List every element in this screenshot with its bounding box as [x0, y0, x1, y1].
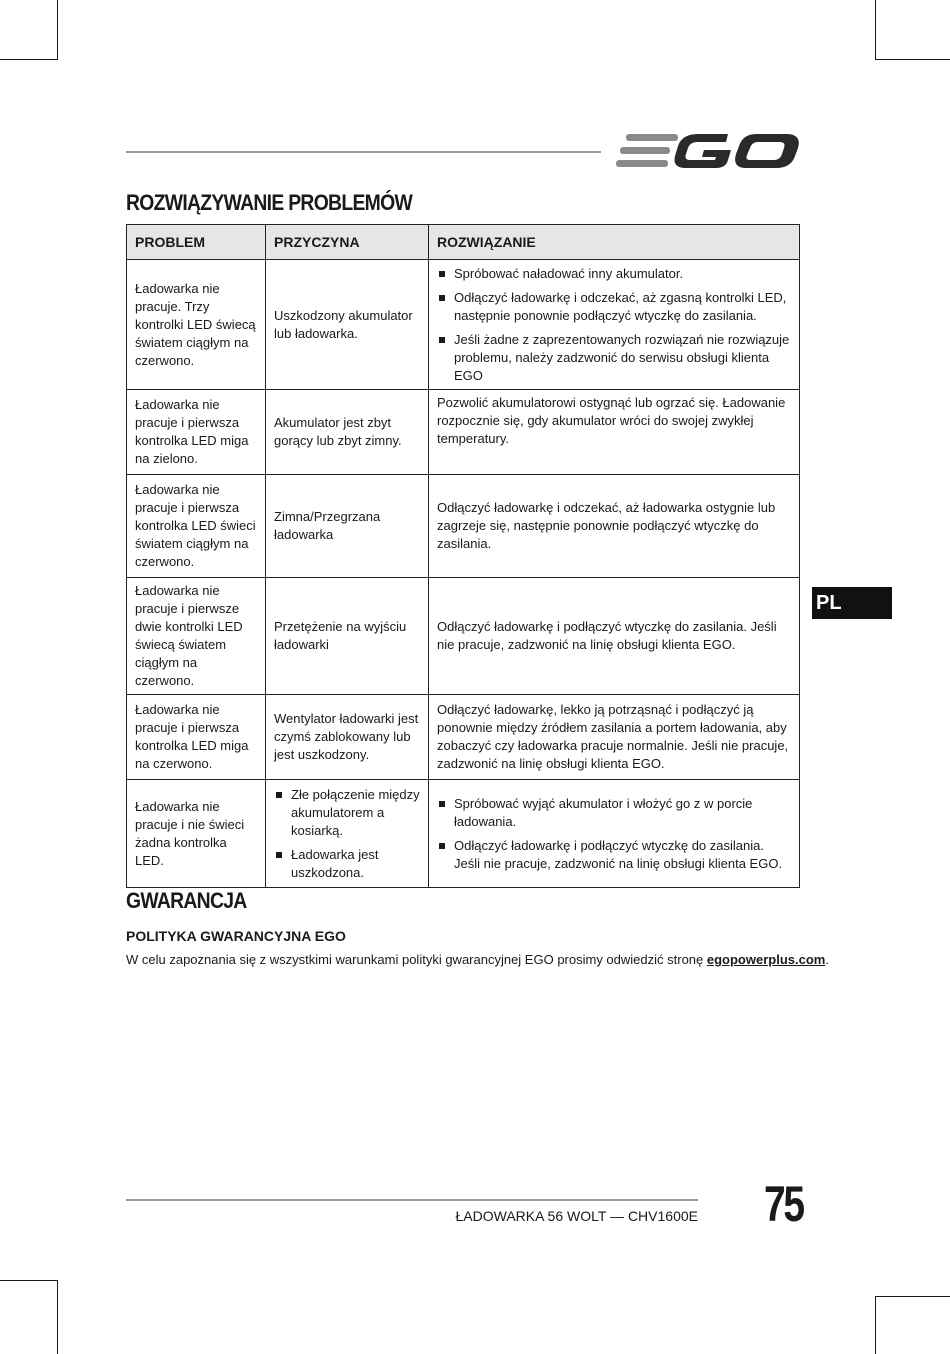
list-item: Złe połączenie między akumulatorem a kosiarką.: [274, 786, 420, 840]
warranty-subtitle: POLITYKA GWARANCYJNA EGO: [126, 928, 346, 944]
footer-product-title: ŁADOWARKA 56 WOLT — CHV1600E: [455, 1208, 698, 1224]
cause-cell: Zimna/Przegrzana ładowarka: [266, 475, 429, 578]
table-header-row: [127, 225, 800, 260]
warranty-title: GWARANCJA: [126, 888, 247, 913]
crop-mark: [875, 1296, 876, 1354]
solution-cell: Odłączyć ładowarkę, lekko ją potrząsnąć i podłączyć ją ponownie między źródłem zasilania a portem ładowania, aby zobaczyć czy ładowarka pracuje normalnie. Jeśli nie pracuje, zadzwonić na linię obsługi klienta EGO.: [429, 695, 800, 780]
cause-list: [274, 786, 420, 882]
solution-cell: Pozwolić akumulatorowi ostygnąć lub ogrzać się. Ładowanie rozpocznie się, gdy akumulator wróci do swojej zwykłej temperatury.: [429, 390, 800, 475]
solution-list: [437, 265, 791, 385]
solution-list: [437, 795, 791, 873]
header-rule: [126, 151, 601, 153]
problem-cell: Ładowarka nie pracuje. Trzy kontrolki LED świecą światem ciągłym na czerwono.: [127, 260, 266, 390]
column-header-solution: ROZWIĄZANIE: [429, 225, 800, 260]
crop-mark: [875, 59, 950, 60]
warranty-paragraph: [126, 952, 829, 967]
crop-mark: [57, 0, 58, 60]
language-tab: PL: [812, 587, 892, 619]
website-link[interactable]: egopowerplus.com: [706, 952, 826, 967]
problem-cell: Ładowarka nie pracuje i pierwsza kontrolka LED miga na czerwono.: [127, 695, 266, 780]
table-row: [127, 578, 800, 695]
solution-cell: Odłączyć ładowarkę i podłączyć wtyczkę do zasilania. Jeśli nie pracuje, zadzwonić na linię obsługi klienta EGO.: [429, 578, 800, 695]
list-item: Spróbować naładować inny akumulator.: [437, 265, 791, 283]
footer-rule: [126, 1199, 698, 1201]
problem-cell: Ładowarka nie pracuje i pierwsze dwie kontrolki LED świecą światem ciągłym na czerwono.: [127, 578, 266, 695]
solution-cell: [429, 260, 800, 390]
troubleshooting-table: [126, 224, 800, 888]
list-item: Ładowarka jest uszkodzona.: [274, 846, 420, 882]
list-item: Odłączyć ładowarkę i podłączyć wtyczkę do zasilania. Jeśli nie pracuje, zadzwonić na linię obsługi klienta EGO.: [437, 837, 791, 873]
column-header-cause: PRZYCZYNA: [266, 225, 429, 260]
table-row: [127, 260, 800, 390]
cause-cell: [266, 780, 429, 888]
solution-cell: [429, 780, 800, 888]
table-row: [127, 390, 800, 475]
crop-mark: [0, 1280, 58, 1281]
table-row: [127, 780, 800, 888]
warranty-text: W celu zapoznania się z wszystkimi warunkami polityki gwarancyjnej EGO prosimy odwiedzić stronę: [126, 952, 707, 967]
list-item: Jeśli żadne z zaprezentowanych rozwiązań nie rozwiązuje problemu, należy zadzwonić do serwisu obsługi klienta EGO: [437, 331, 791, 385]
solution-cell: Odłączyć ładowarkę i odczekać, aż ładowarka ostygnie lub zagrzeje się, następnie ponownie podłączyć wtyczkę do zasilania.: [429, 475, 800, 578]
cause-cell: Wentylator ładowarki jest czymś zablokowany lub jest uszkodzony.: [266, 695, 429, 780]
table-row: [127, 475, 800, 578]
problem-cell: Ładowarka nie pracuje i pierwsza kontrolka LED świeci światem ciągłym na czerwono.: [127, 475, 266, 578]
list-item: Odłączyć ładowarkę i odczekać, aż zgasną kontrolki LED, następnie ponownie podłączyć wtyczkę do zasilania.: [437, 289, 791, 325]
cause-cell: Akumulator jest zbyt gorący lub zbyt zimny.: [266, 390, 429, 475]
crop-mark: [57, 1280, 58, 1354]
problem-cell: Ładowarka nie pracuje i pierwsza kontrolka LED miga na zielono.: [127, 390, 266, 475]
ego-logo: [616, 126, 802, 176]
column-header-problem: PROBLEM: [127, 225, 266, 260]
cause-cell: Przetężenie na wyjściu ładowarki: [266, 578, 429, 695]
problem-cell: Ładowarka nie pracuje i nie świeci żadna kontrolka LED.: [127, 780, 266, 888]
troubleshooting-title: ROZWIĄZYWANIE PROBLEMÓW: [126, 190, 413, 215]
crop-mark: [875, 0, 876, 60]
warranty-text-end: .: [825, 952, 829, 967]
crop-mark: [0, 59, 58, 60]
cause-cell: Uszkodzony akumulator lub ładowarka.: [266, 260, 429, 390]
crop-mark: [875, 1296, 950, 1297]
page-number: 75: [764, 1176, 803, 1232]
table-row: [127, 695, 800, 780]
list-item: Spróbować wyjąć akumulator i włożyć go z w porcie ładowania.: [437, 795, 791, 831]
